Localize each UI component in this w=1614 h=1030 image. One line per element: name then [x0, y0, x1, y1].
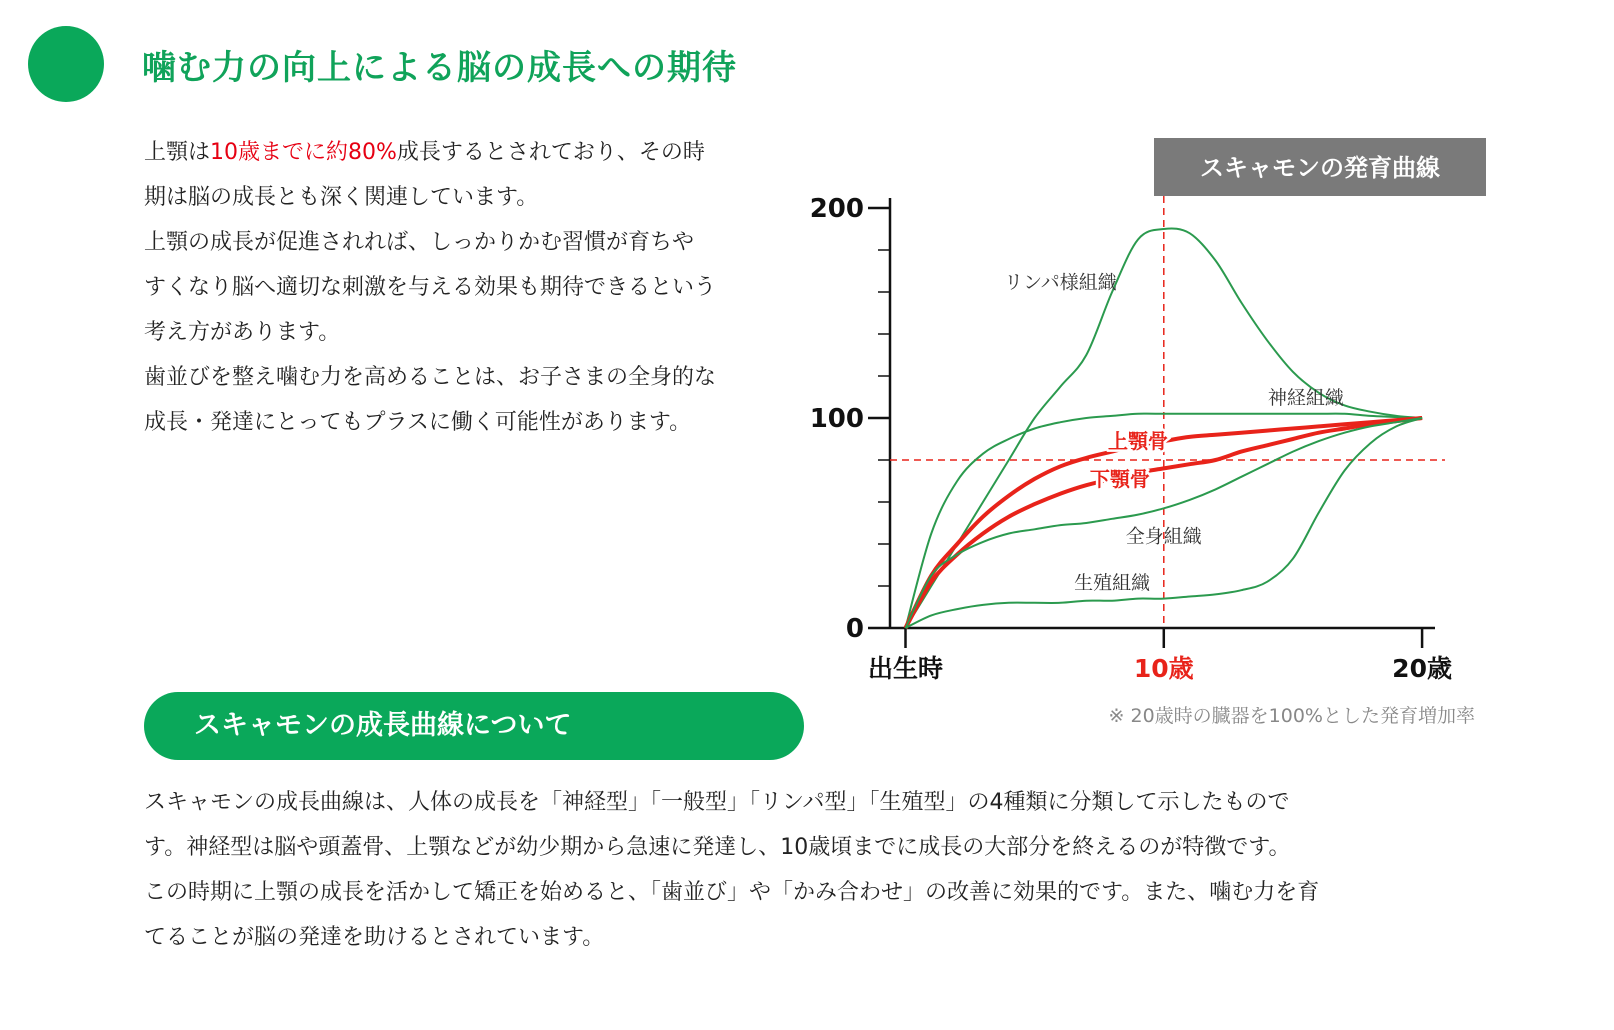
series-label: 全身組織: [1125, 525, 1202, 548]
x-tick-label: 10歳: [1133, 654, 1194, 683]
intro-text-segment: 成長するとされており、その時: [396, 140, 705, 165]
section-dot-icon: [28, 26, 104, 102]
intro-line-1: [144, 130, 824, 175]
intro-highlight: 10歳までに約80%: [210, 140, 397, 165]
series-label: 生殖組織: [1074, 571, 1151, 594]
series-label: リンパ様組織: [1004, 271, 1117, 294]
bottom-text: [144, 780, 1524, 960]
intro-line-3: 上顎の成長が促進されれば、しっかりかむ習慣が育ちや: [144, 230, 695, 255]
series-label: 下顎骨: [1089, 466, 1150, 491]
bottom-line-4: てることが脳の発達を助けるとされています。: [144, 925, 605, 950]
bottom-line-3: この時期に上顎の成長を活かして矯正を始めると、「歯並び」や「かみ合わせ」の改善に効果的です。また、噛む力を育: [144, 880, 1320, 905]
section-heading: スキャモンの成長曲線について: [144, 692, 804, 760]
x-tick-label: 出生時: [867, 654, 944, 683]
intro-text-segment: 上顎は: [144, 140, 211, 165]
bottom-line-1: スキャモンの成長曲線は、人体の成長を「神経型」「一般型」「リンパ型」「生殖型」の4種類に分類して示したもので: [144, 790, 1290, 815]
intro-text: [144, 130, 824, 445]
growth-curve-chart: [809, 130, 1510, 750]
series-label: 上顎骨: [1107, 429, 1168, 454]
intro-line-6: 歯並びを整え噛む力を高めることは、お子さまの全身的な: [144, 365, 717, 390]
page-title: 噛む力の向上による脳の成長への期待: [142, 48, 737, 88]
intro-line-4: すくなり脳へ適切な刺激を与える効果も期待できるという: [144, 275, 717, 300]
intro-line-7: 成長・発達にとってもプラスに働く可能性があります。: [144, 410, 692, 435]
bottom-line-2: す。神経型は脳や頭蓋骨、上顎などが幼少期から急速に発達し、10歳頃までに成長の大部分を終えるのが特徴です。: [144, 835, 1291, 860]
y-tick-label: 200: [809, 194, 864, 224]
chart-footnote: ※ 20歳時の臓器を100%とした発育増加率: [1108, 705, 1475, 727]
y-tick-label: 0: [845, 614, 864, 644]
x-tick-label: 20歳: [1392, 654, 1452, 683]
intro-line-2: 期は脳の成長とも深く関連しています。: [144, 185, 539, 210]
chart-title: スキャモンの発育曲線: [1200, 154, 1440, 182]
series-label: 神経組織: [1267, 387, 1344, 409]
intro-line-5: 考え方があります。: [144, 320, 341, 345]
y-tick-label: 100: [809, 404, 864, 434]
